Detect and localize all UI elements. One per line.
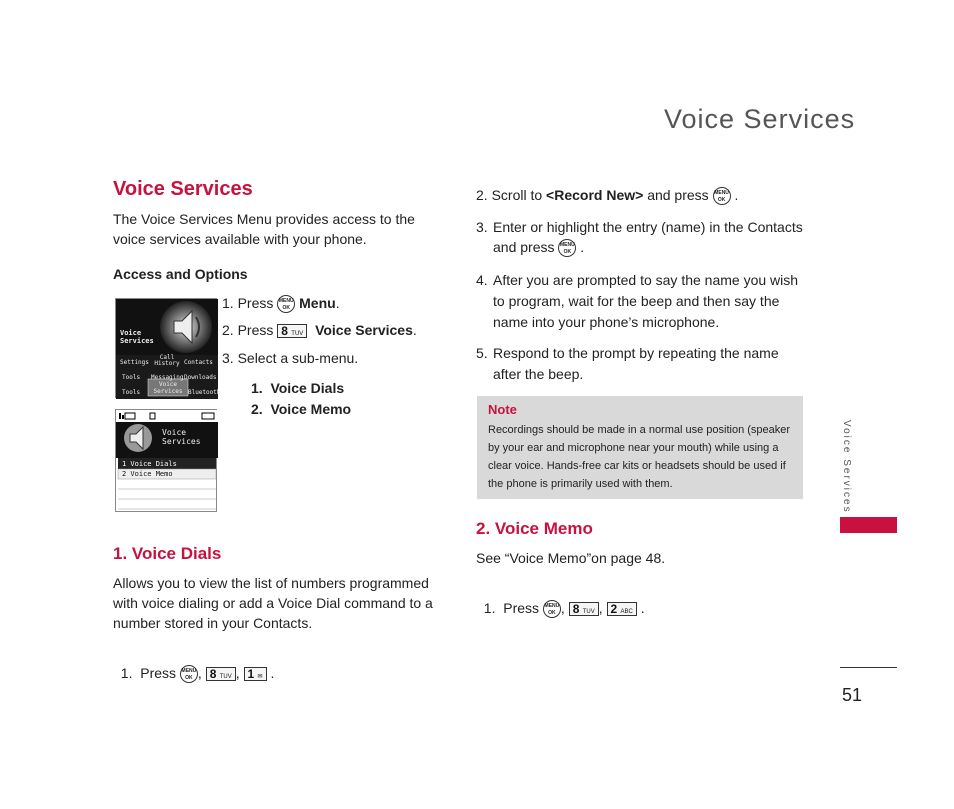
access-step-2-voice-services: Voice Services	[315, 322, 413, 338]
grid-contacts: Contacts	[184, 359, 213, 366]
section-heading-voice-dials: 1. Voice Dials	[113, 544, 222, 563]
page-number: 51	[842, 685, 863, 705]
side-tab-marker	[840, 517, 897, 533]
right-step-5-num: 5.	[476, 345, 488, 361]
grid-downloads: Downloads	[184, 374, 217, 381]
right-step-4-num: 4.	[476, 272, 488, 288]
phone2-title-line1: Voice	[162, 428, 187, 437]
grid-tools-2: Tools	[122, 389, 141, 396]
phone1-title-line1: Voice	[120, 329, 142, 337]
right-step-2: 2. Scroll to <Record New> and press MENU OK .	[476, 187, 739, 204]
submenu-voice-memo: 2. Voice Memo	[251, 401, 352, 417]
phone2-item-voice-dials: 1 Voice Dials	[122, 460, 177, 468]
grid-bluetooth: Bluetooth	[188, 389, 221, 396]
access-step-2-prefix: 2. Press	[222, 322, 274, 338]
right-step-4: After you are prompted to say the name you wish to program, wait for the beep and then say the name into your phone’s microphone.	[493, 272, 799, 330]
menu-ok-key-icon: MENU OK	[713, 187, 731, 205]
access-step-1-prefix: 1. Press	[222, 295, 274, 311]
submenu-voice-dials: 1. Voice Dials	[251, 380, 345, 396]
phone2-item-voice-memo: 2 Voice Memo	[122, 470, 173, 478]
record-new-label: <Record New>	[546, 187, 644, 203]
menu-ok-key-icon: MENU OK	[180, 665, 198, 683]
right-step-5: Respond to the prompt by repeating the name after the beep.	[493, 345, 779, 382]
key-8-icon: 8 TUV	[277, 324, 307, 338]
note-box	[477, 396, 803, 499]
key-8-icon: 8 TUV	[206, 667, 236, 681]
side-section-label: Voice Services	[841, 420, 852, 514]
menu-ok-key-icon: MENU OK	[543, 600, 561, 618]
grid-settings: Settings	[120, 359, 149, 366]
key-8-icon: 8 TUV	[569, 602, 599, 616]
note-title: Note	[488, 402, 517, 417]
phone-screen-voice-services	[115, 409, 217, 512]
footer-rule	[840, 667, 897, 668]
right-step-3-num: 3.	[476, 219, 488, 235]
grid-call-history: Call History	[154, 354, 180, 367]
menu-ok-key-icon: MENU OK	[558, 239, 576, 257]
access-step-1: 1. Press MENU OK Menu.	[222, 295, 340, 312]
access-step-1-menu: Menu	[299, 295, 336, 311]
grid-messaging: Messaging	[151, 374, 184, 381]
menu-ok-key-icon: MENU OK	[277, 295, 295, 313]
intro-paragraph: The Voice Services Menu provides access to the voice services available with your phone.	[113, 211, 415, 247]
note-body: Recordings should be made in a normal use position (speaker by your ear and microphone near your mouth) while using a clear voice. Hands-free car kits or headsets should be used if the phone is primarily used with them.	[488, 424, 791, 490]
section-heading-voice-services: Voice Services	[113, 178, 253, 200]
access-step-3: 3. Select a sub-menu.	[222, 350, 359, 366]
key-1-icon: 1 ✉	[244, 667, 267, 681]
running-title: Voice Services	[664, 104, 856, 134]
access-options-heading: Access and Options	[113, 266, 248, 282]
phone-screen-main-menu	[115, 298, 221, 398]
key-2-icon: 2 ABC	[607, 602, 637, 616]
voice-memo-step: 1. Press MENU OK , 8 TUV , 2 ABC .	[483, 600, 645, 617]
grid-voice-services: Voice Services	[153, 381, 183, 395]
voice-dials-paragraph: Allows you to view the list of numbers programmed with voice dialing or add a Voice Dial command to a number stored in your Contacts.	[113, 575, 433, 631]
voice-dials-step: 1. Press MENU OK , 8 TUV , 1 ✉ .	[120, 665, 275, 682]
grid-tools: Tools	[122, 374, 141, 381]
phone2-title-line2: Services	[162, 437, 201, 446]
access-step-2: 2. Press 8 TUV Voice Services.	[222, 322, 417, 339]
voice-memo-see: See “Voice Memo”on page 48.	[476, 550, 666, 566]
phone1-title-line2: Services	[120, 337, 154, 345]
right-step-3: Enter or highlight the entry (name) in the Contacts and press MENU OK .	[493, 219, 803, 256]
section-heading-voice-memo: 2. Voice Memo	[476, 519, 593, 538]
